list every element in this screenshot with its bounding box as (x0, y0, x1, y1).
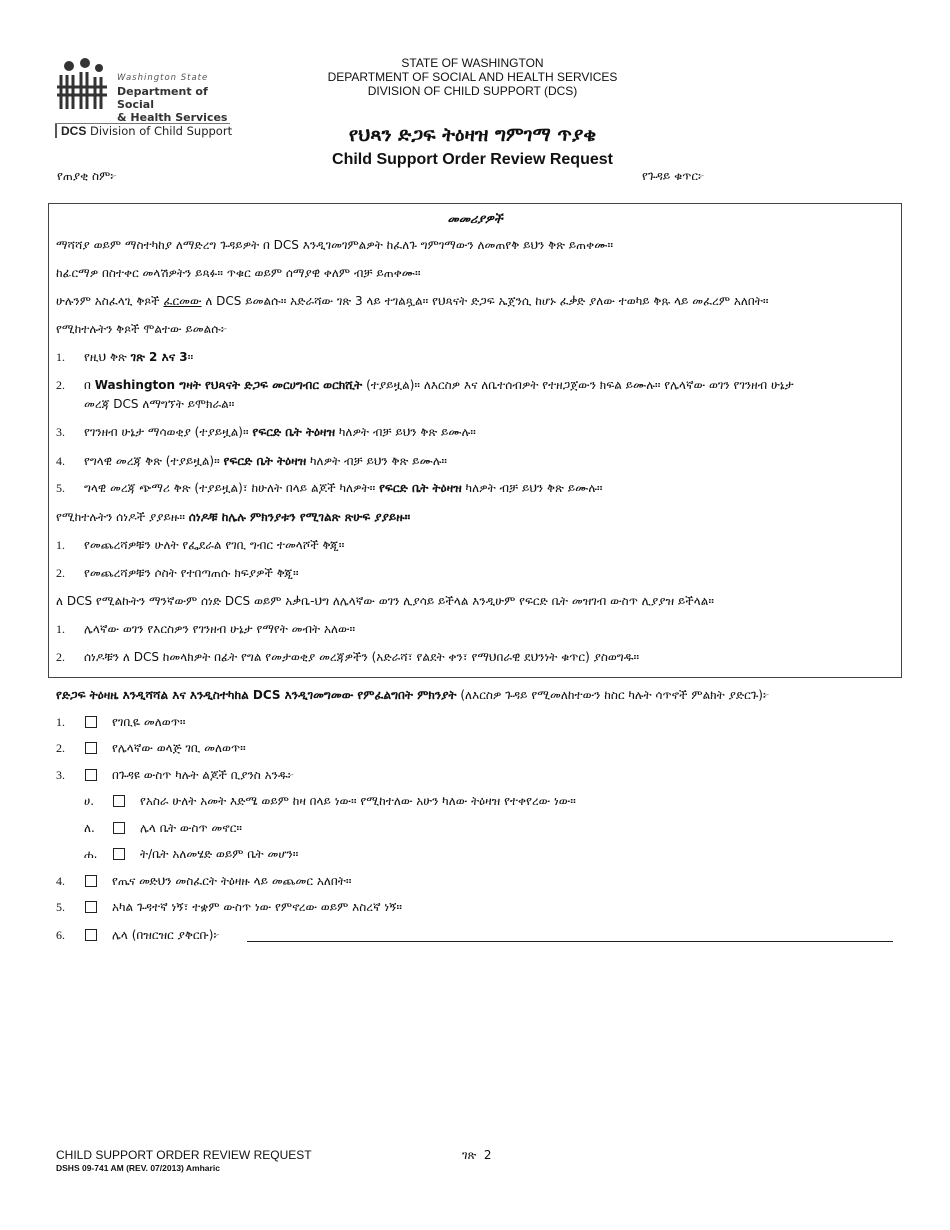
logo-state: Washington State (117, 73, 209, 83)
instructions-p1: ማሻሻያ ወይም ማስተካከያ ለማድረግ ጉዳይዎት በ DCS እንዲገመገምልዎት ከፈለጉ ግምገማውን ለመጠየቅ ይህን ቅጽ ይጠቀሙ። (56, 238, 614, 252)
logo-dept: Department of Social & Health Services (117, 85, 228, 124)
page-title: Child Support Order Review Request (332, 151, 613, 168)
reason-2-checkbox[interactable] (85, 742, 97, 754)
reason-4-checkbox[interactable] (85, 875, 97, 887)
reason-6-checkbox[interactable] (85, 929, 97, 941)
reason-5-checkbox[interactable] (85, 901, 97, 913)
requester-name-label: የጠያቂ ስም፦ (57, 169, 117, 183)
instructions-p6: ለ DCS የሚልኩትን ማንኛውም ሰነድ DCS ወይም አቃቤ-ህግ ለሌላኛው ወገን ሊያሳይ ይችላል እንዲሁም የፍርድ ቤት መዝገብ ውስጥ ሊያያዝ ይችላል። (56, 594, 714, 608)
instructions-p2: ከፊርማዎ በስተቀር መላሽዎትን ይጻፉ። ጥቁር ወይም ሰማያዊ ቀለም ብቻ ይጠቀሙ። (56, 266, 421, 280)
logo-dcs: DCS Division of Child Support (55, 124, 232, 138)
reasons-heading: የድጋፍ ትዕዛዜ እንዲሻሻል እና እንዲስተካከል DCS እንዲገመግመው የምፈልግበት ምክንያት (ለእርስዎ ጉዳይ የሚመለከተውን ከስር ካሉት ሳጥኖች ምልክት ያድርጉ)፦ (56, 688, 770, 702)
dshs-logo (55, 57, 235, 147)
instructions-heading: መመሪያዎች (447, 211, 503, 226)
other-reason-line[interactable] (247, 941, 893, 942)
instructions-p3: ሁሉንም አስፈላጊ ቅጾች ፈርመው ለ DCS ይመልሱ። አድራሻው ገጽ 3 ላይ ተገልጿል። የህጻናት ድጋፍ ኤጀንሲ ከሆኑ ፈቃድ ያለው ተወካይ ቅጹ ላይ መፈረም አለበት። (56, 294, 769, 308)
reason-3a-checkbox[interactable] (113, 795, 125, 807)
agency-header: STATE OF WASHINGTON DEPARTMENT OF SOCIAL AND HEALTH SERVICES DIVISION OF CHILD SUPPORT (DCS) (327, 56, 618, 98)
instructions-p4: የሚከተሉትን ቅጾች ሞልተው ይመልሱ፦ (56, 322, 228, 336)
footer-title: CHILD SUPPORT ORDER REVIEW REQUEST (56, 1148, 312, 1162)
reason-3c-checkbox[interactable] (113, 848, 125, 860)
instructions-p5: የሚከተሉትን ሰነዶች ያያይዙ። ሰነዶቹ ከሌሉ ምክንያቱን የሚገልጽ ጽሁፍ ያያይዙ። (56, 510, 411, 524)
page-number: ገጽ 2 (462, 1148, 492, 1162)
reason-1-checkbox[interactable] (85, 716, 97, 728)
reason-3-checkbox[interactable] (85, 769, 97, 781)
page-title-amharic: የህጻን ድጋፍ ትዕዛዝ ግምገማ ጥያቄ (348, 124, 597, 146)
reason-3b-checkbox[interactable] (113, 822, 125, 834)
form-number: DSHS 09-741 AM (REV. 07/2013) Amharic (56, 1163, 220, 1173)
dshs-emblem-icon (55, 57, 111, 117)
case-number-label: የጉዳይ ቁጥር፦ (642, 169, 705, 183)
